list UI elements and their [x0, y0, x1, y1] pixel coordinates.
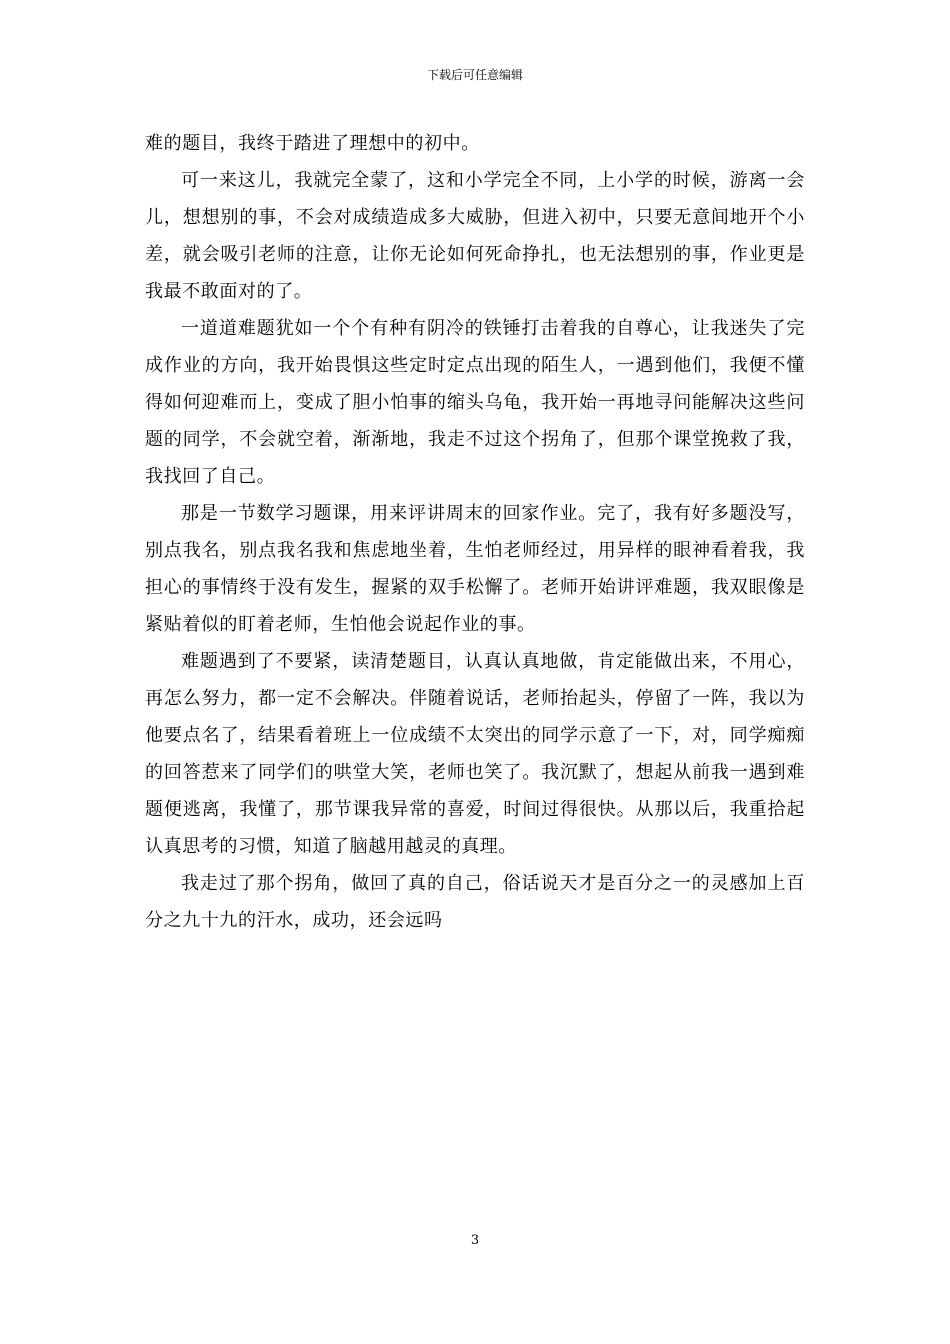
paragraph-continuation: 难的题目，我终于踏进了理想中的初中。 [145, 133, 480, 154]
paragraph: 我走过了那个拐角，做回了真的自己，俗话说天才是百分之一的灵感加上百分之九十九的汗水，成功，还会远吗 [145, 873, 805, 931]
page-number: 3 [470, 1233, 480, 1248]
paragraph: 可一来这儿，我就完全蒙了，这和小学完全不同，上小学的时候，游离一会儿，想想别的事，不会对成绩造成多大威胁，但进入初中，只要无意间地开个小差，就会吸引老师的注意，让你无论如何死命挣扎，也无法想别的事，作业更是我最不敢面对的了。 [145, 170, 805, 302]
paragraph: 难题遇到了不要紧，读清楚题目，认真认真地做，肯定能做出来，不用心，再怎么努力，都一定不会解决。伴随着说话，老师抬起头，停留了一阵，我以为他要点名了，结果看着班上一位成绩不太突出的同学示意了一下，对，同学痴痴的回答惹来了同学们的哄堂大笑，老师也笑了。我沉默了，想起从前我一遇到难题便逃离，我懂了，那节课我异常的喜爱，时间过得很快。从那以后，我重拾起认真思考的习惯，知道了脑越用越灵的真理。 [145, 651, 805, 857]
document-body [145, 125, 805, 939]
paragraph: 那是一节数学习题课，用来评讲周末的回家作业。完了，我有好多题没写，别点我名，别点我名我和焦虑地坐着，生怕老师经过，用异样的眼神看着我，我担心的事情终于没有发生，握紧的双手松懈了。老师开始讲评难题，我双眼像是紧贴着似的盯着老师，生怕他会说起作业的事。 [145, 503, 805, 635]
paragraph: 一道道难题犹如一个个有种有阴冷的铁锤打击着我的自尊心，让我迷失了完成作业的方向，我开始畏惧这些定时定点出现的陌生人，一遇到他们，我便不懂得如何迎难而上，变成了胆小怕事的缩头乌龟，我开始一再地寻问能解决这些问题的同学，不会就空着，渐渐地，我走不过这个拐角了，但那个课堂挽救了我，我找回了自己。 [145, 318, 805, 487]
page-header: 下载后可任意编辑 [426, 68, 523, 82]
